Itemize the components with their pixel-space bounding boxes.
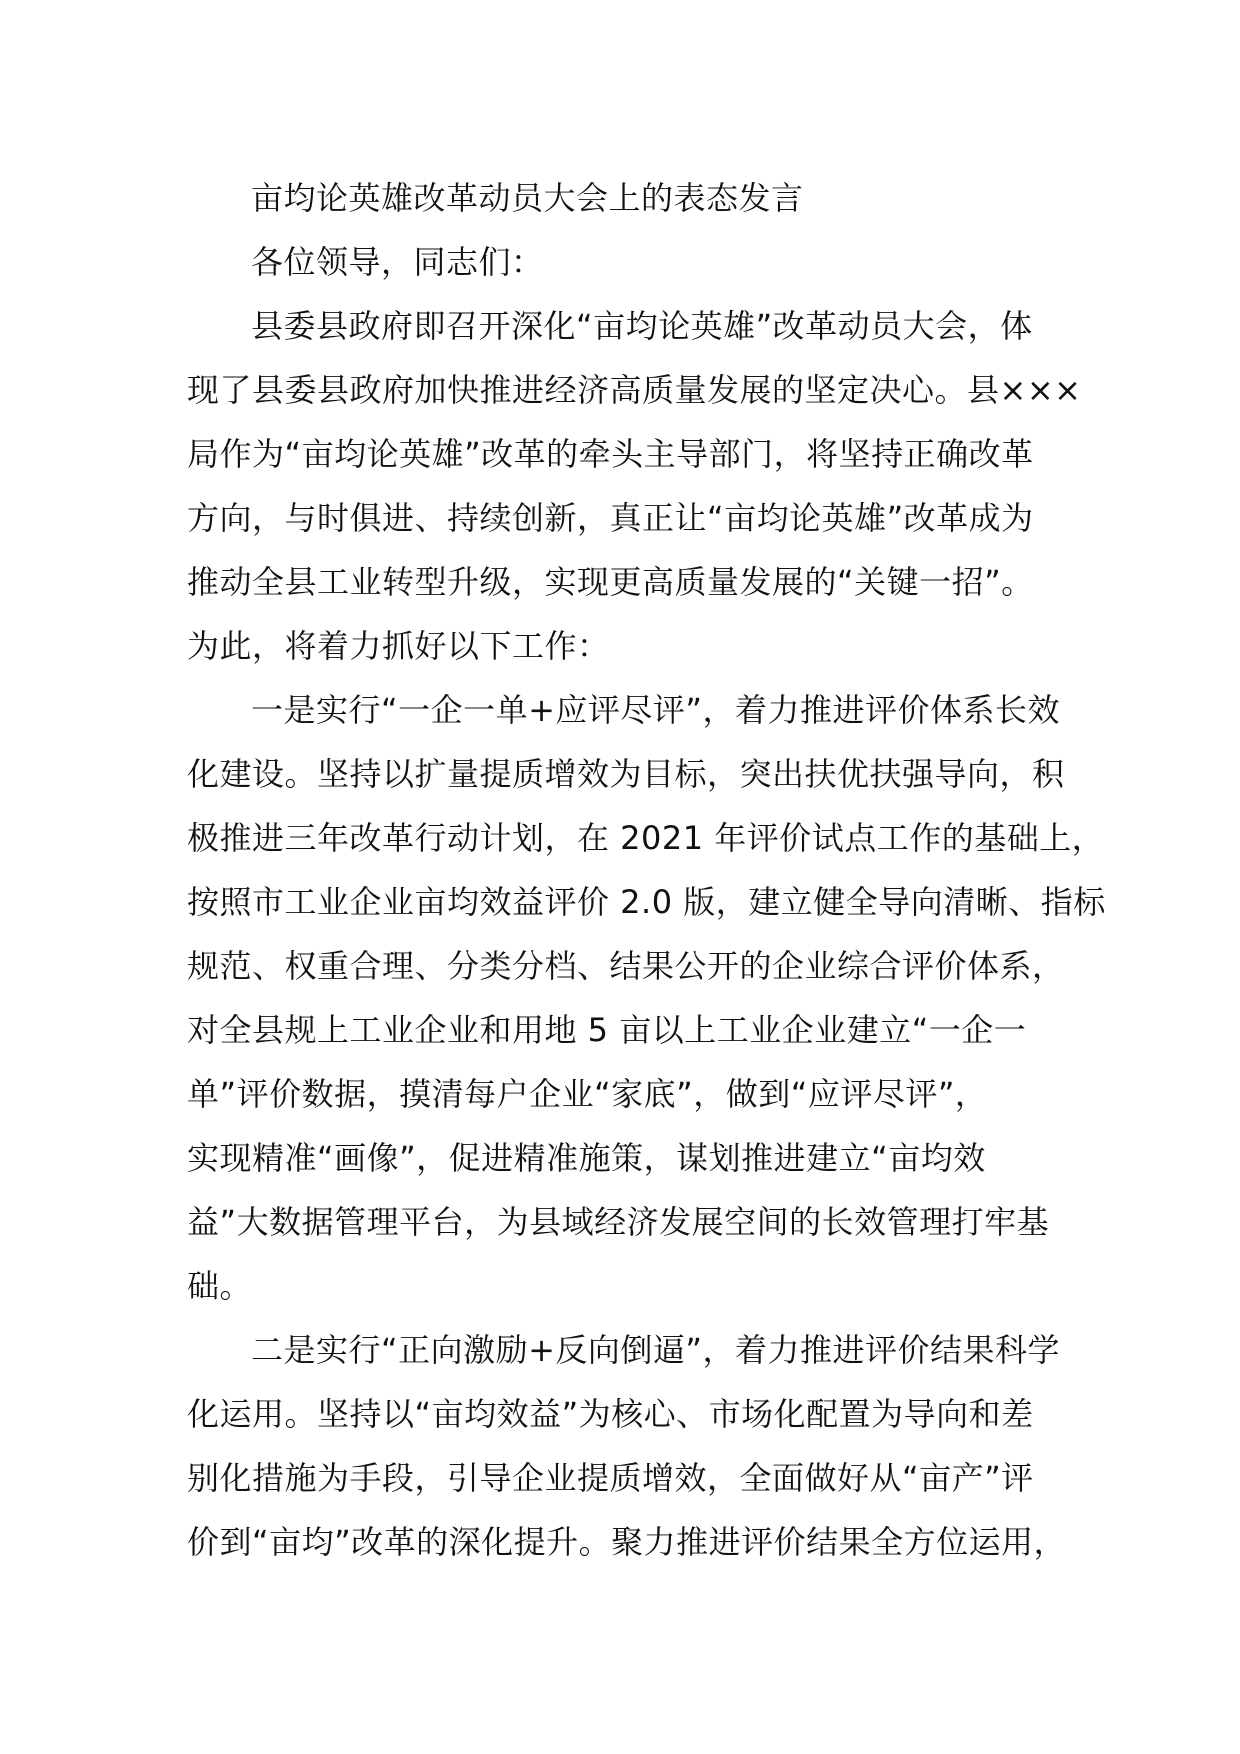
paragraph-line: 为此，将着力抓好以下工作： — [187, 627, 610, 665]
document-title: 亩均论英雄改革动员大会上的表态发言 — [251, 179, 804, 217]
salutation: 各位领导，同志们： — [251, 243, 544, 281]
paragraph-line: 别化措施为手段，引导企业提质增效，全面做好从“亩产”评 — [187, 1459, 1034, 1497]
paragraph-line: 县委县政府即召开深化“亩均论英雄”改革动员大会，体 — [251, 307, 1033, 345]
paragraph-line: 推动全县工业转型升级，实现更高质量发展的“关键一招”。 — [187, 563, 1034, 601]
paragraph-line: 局作为“亩均论英雄”改革的牵头主导部门，将坚持正确改革 — [187, 435, 1034, 473]
paragraph-line: 按照市工业企业亩均效益评价 2.0 版，建立健全导向清晰、指标 — [187, 883, 1106, 921]
paragraph-line: 规范、权重合理、分类分档、结果公开的企业综合评价体系， — [187, 947, 1065, 985]
paragraph-line: 对全县规上工业企业和用地 5 亩以上工业企业建立“一企一 — [187, 1011, 1027, 1049]
paragraph-line: 价到“亩均”改革的深化提升。聚力推进评价结果全方位运用， — [187, 1523, 1067, 1561]
paragraph-line: 础。 — [187, 1267, 253, 1305]
paragraph-line: 极推进三年改革行动计划，在 2021 年评价试点工作的基础上， — [187, 819, 1105, 857]
document-body — [187, 166, 1106, 1574]
paragraph-line: 一是实行“一企一单+应评尽评”，着力推进评价体系长效 — [251, 691, 1060, 729]
paragraph-line: 现了县委县政府加快推进经济高质量发展的坚定决心。县××× — [187, 371, 1082, 409]
paragraph-line: 化运用。坚持以“亩均效益”为核心、市场化配置为导向和差 — [187, 1395, 1034, 1433]
paragraph-line: 实现精准“画像”，促进精准施策，谋划推进建立“亩均效 — [187, 1139, 986, 1177]
paragraph-line: 二是实行“正向激励+反向倒逼”，着力推进评价结果科学 — [251, 1331, 1060, 1369]
paragraph-line: 单”评价数据，摸清每户企业“家底”，做到“应评尽评”， — [187, 1075, 988, 1113]
paragraph-line: 方向，与时俱进、持续创新，真正让“亩均论英雄”改革成为 — [187, 499, 1034, 537]
paragraph-line: 益”大数据管理平台，为县域经济发展空间的长效管理打牢基 — [187, 1203, 1050, 1241]
paragraph-line: 化建设。坚持以扩量提质增效为目标，突出扶优扶强导向，积 — [187, 755, 1065, 793]
